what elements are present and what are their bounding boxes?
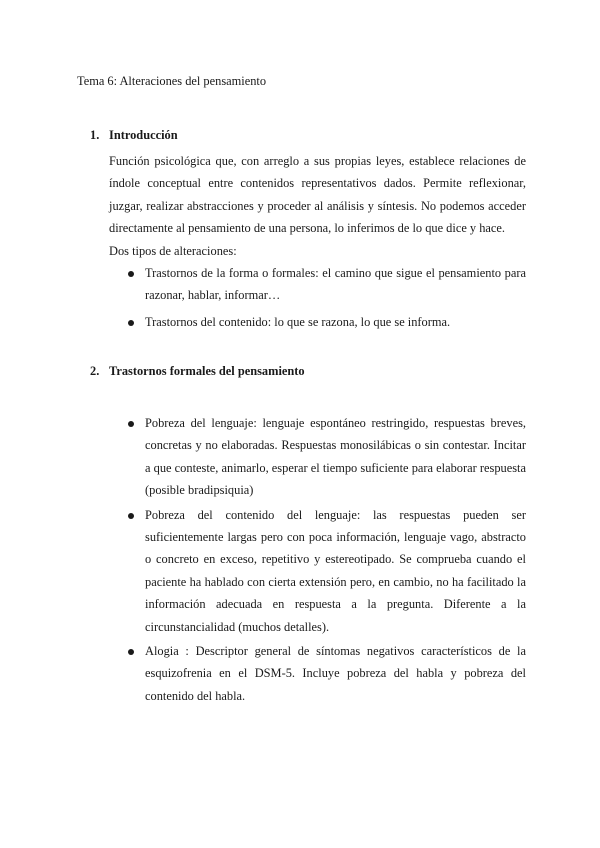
list-item bbox=[145, 262, 526, 307]
list-item bbox=[145, 311, 526, 333]
bullet-icon bbox=[128, 421, 134, 427]
section-heading bbox=[90, 124, 528, 146]
list-item bbox=[145, 504, 526, 638]
document-title: Tema 6: Alteraciones del pensamiento bbox=[77, 74, 267, 88]
section-trastornos-formales bbox=[90, 360, 528, 707]
list-item-text: Pobreza del lenguaje: lenguaje espontáneo restringido, respuestas breves, concretas y no elaboradas. Respuestas monosilábicas o sin contestar. Incitar a que conteste, animarlo, esperar el tiempo suficiente para elaborar respuesta (posible bradipsiquia) bbox=[145, 416, 526, 498]
list-item-text: Trastornos del contenido: lo que se razona, lo que se informa. bbox=[145, 314, 451, 329]
bullet-list bbox=[90, 262, 528, 333]
section-number: 2. bbox=[90, 364, 100, 378]
section-introduccion bbox=[90, 124, 528, 333]
bullet-icon bbox=[128, 513, 134, 519]
section-heading bbox=[90, 360, 528, 382]
lead-text: Dos tipos de alteraciones: bbox=[109, 243, 237, 258]
intro-paragraph: Función psicológica que, con arreglo a sus propias leyes, establece relaciones de índole conceptual entre contenidos representativos dados. Permite reflexionar, juzgar, realizar abstracciones y proceder al análisis y síntesis. No podemos acceder directamente al pensamiento de una persona, lo inferimos de lo que dice y hace. bbox=[109, 154, 526, 236]
bullet-list bbox=[90, 412, 528, 707]
section-title: Trastornos formales del pensamiento bbox=[109, 364, 305, 378]
section-number: 1. bbox=[90, 128, 100, 142]
bullet-icon bbox=[128, 271, 134, 277]
list-item-text: Trastornos de la forma o formales: el camino que sigue el pensamiento para razonar, hablar, informar… bbox=[145, 266, 526, 303]
list-item bbox=[145, 640, 526, 707]
list-item-text: Pobreza del contenido del lenguaje: las respuestas pueden ser suficientemente largas pero con poca información, lenguaje vago, abstracto o concreto en exceso, repetitivo y estereotipado. Se comprueba cuando el paciente ha hablado con cierta extensión pero, en cambio, no ha facilitado la información adecuada en respuesta a la pregunta. Diferente a la circunstancialidad (muchos detalles). bbox=[145, 507, 526, 634]
bullet-icon bbox=[128, 649, 134, 655]
section-title: Introducción bbox=[109, 128, 178, 142]
list-item bbox=[145, 412, 526, 502]
list-item-text: Alogia : Descriptor general de síntomas negativos característicos de la esquizofrenia en el DSM-5. Incluye pobreza del habla y pobreza del contenido del habla. bbox=[145, 644, 526, 703]
bullet-icon bbox=[128, 320, 134, 326]
